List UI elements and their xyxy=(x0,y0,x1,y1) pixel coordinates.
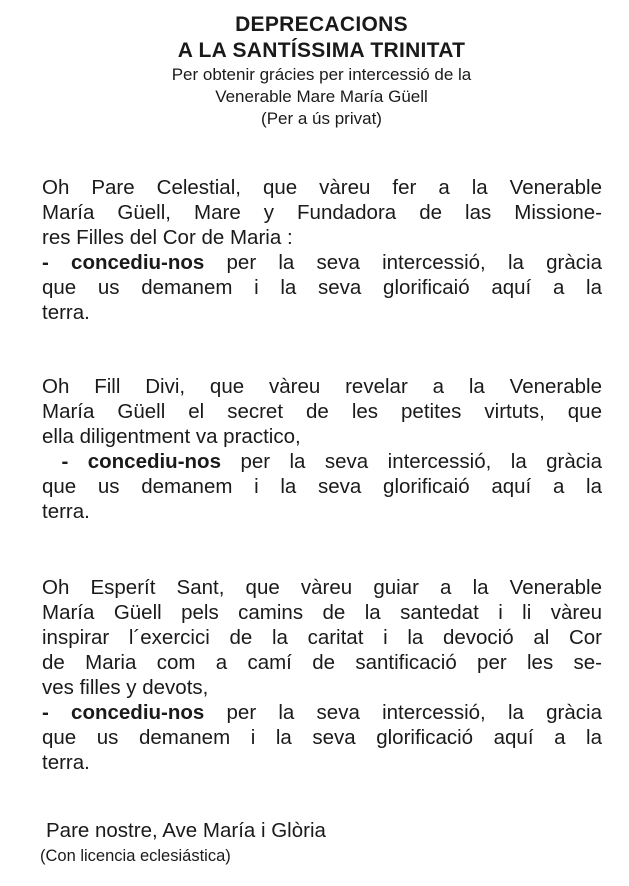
paragraph-line: Oh Pare Celestial, que vàreu fer a la Venerable xyxy=(42,176,602,199)
petition-rest: per la seva intercessió, la gràcia xyxy=(226,701,602,724)
petition-bold: - concediu-nos xyxy=(42,251,205,274)
petition-line-3: terra. xyxy=(42,751,90,774)
petition-line-3: terra. xyxy=(42,301,90,324)
title-line-1: DEPRECACIONS xyxy=(235,13,408,36)
petition-line-2: que us demanem i la seva glorificació aquí a la xyxy=(42,726,602,749)
petition-rest: per la seva intercessió, la gràcia xyxy=(226,251,602,274)
petition-line xyxy=(42,449,602,474)
petition-bold: - concediu-nos xyxy=(61,450,221,473)
title-line-2: A LA SANTÍSSIMA TRINITAT xyxy=(177,39,466,62)
header xyxy=(0,12,629,130)
paragraph-line: de Maria com a camí de santificació per les se- xyxy=(42,651,602,674)
petition-line-2: que us demanem i la seva glorificaió aquí a la xyxy=(42,475,602,498)
paragraph-father xyxy=(42,175,602,325)
petition-bold: - concediu-nos xyxy=(42,701,205,724)
paragraph-line: María Güell el secret de les petites virtuts, que xyxy=(42,400,602,423)
subtitle-line-3: (Per a ús privat) xyxy=(261,109,382,128)
paragraph-line: María Güell, Mare y Fundadora de las Missione- xyxy=(42,201,602,224)
closing-prayers: Pare nostre, Ave María i Glòria xyxy=(46,819,326,842)
paragraph-son xyxy=(42,374,602,524)
petition-line-2: que us demanem i la seva glorificaió aquí a la xyxy=(42,276,602,299)
paragraph-line: Oh Fill Divi, que vàreu revelar a la Venerable xyxy=(42,375,602,398)
ecclesiastical-license: (Con licencia eclesiástica) xyxy=(40,847,231,865)
petition-line-3: terra. xyxy=(42,500,90,523)
paragraph-line: inspirar l´exercici de la caritat i la devoció al Cor xyxy=(42,626,602,649)
petition-line xyxy=(42,250,602,275)
paragraph-line: María Güell pels camins de la santedat i li vàreu xyxy=(42,601,602,624)
petition-line xyxy=(42,700,602,725)
paragraph-line: ves filles y devots, xyxy=(42,676,209,699)
subtitle-line-1: Per obtenir grácies per intercessió de la xyxy=(171,65,472,84)
paragraph-line: res Filles del Cor de Maria : xyxy=(42,226,293,249)
paragraph-line: ella diligentment va practico, xyxy=(42,425,301,448)
paragraph-line: Oh Esperít Sant, que vàreu guiar a la Venerable xyxy=(42,576,602,599)
subtitle-line-2: Venerable Mare María Güell xyxy=(215,87,428,106)
petition-rest: per la seva intercessió, la gràcia xyxy=(240,450,602,473)
paragraph-holy-spirit xyxy=(42,575,602,775)
